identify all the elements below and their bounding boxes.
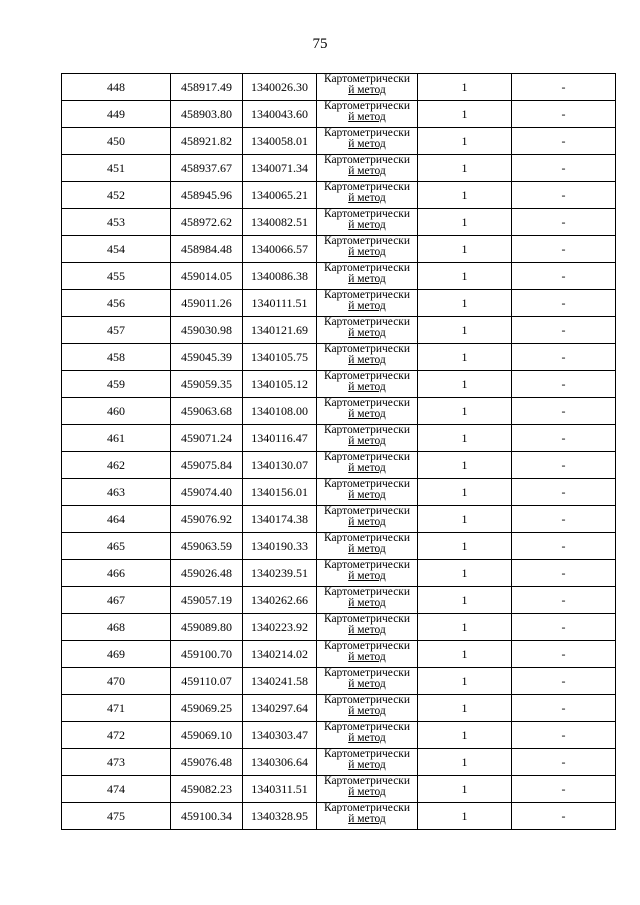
description-cell: - bbox=[512, 101, 616, 128]
table-row bbox=[62, 209, 616, 236]
table-row bbox=[62, 803, 616, 830]
table-row bbox=[62, 533, 616, 560]
description-cell: - bbox=[512, 128, 616, 155]
method-text-line1: Картометрически bbox=[323, 802, 411, 814]
description-cell: - bbox=[512, 263, 616, 290]
method-cell bbox=[317, 155, 418, 182]
table-row bbox=[62, 290, 616, 317]
method-cell bbox=[317, 236, 418, 263]
accuracy-cell: 1 bbox=[418, 101, 512, 128]
accuracy-cell: 1 bbox=[418, 695, 512, 722]
method-text-line1: Картометрически bbox=[323, 748, 411, 760]
method-text-line1: Картометрически bbox=[323, 424, 411, 436]
x-coordinate-cell: 459063.68 bbox=[171, 398, 243, 425]
point-number-cell: 457 bbox=[62, 317, 171, 344]
method-cell bbox=[317, 371, 418, 398]
table-row bbox=[62, 398, 616, 425]
y-coordinate-cell: 1340071.34 bbox=[243, 155, 317, 182]
method-text-line1: Картометрически bbox=[323, 289, 411, 301]
description-cell: - bbox=[512, 560, 616, 587]
description-cell: - bbox=[512, 344, 616, 371]
method-text-line2: й метод bbox=[348, 381, 386, 393]
table-row bbox=[62, 182, 616, 209]
table-row bbox=[62, 371, 616, 398]
x-coordinate-cell: 459014.05 bbox=[171, 263, 243, 290]
method-text-line2: й метод bbox=[348, 543, 386, 555]
x-coordinate-cell: 459074.40 bbox=[171, 479, 243, 506]
method-cell bbox=[317, 506, 418, 533]
method-text-line2: й метод bbox=[348, 570, 386, 582]
method-text-line2: й метод bbox=[348, 516, 386, 528]
method-text-line2: й метод bbox=[348, 138, 386, 150]
accuracy-cell: 1 bbox=[418, 722, 512, 749]
method-text-line2: й метод bbox=[348, 489, 386, 501]
method-cell bbox=[317, 74, 418, 101]
method-text-line2: й метод bbox=[348, 246, 386, 258]
method-cell bbox=[317, 695, 418, 722]
table-row bbox=[62, 560, 616, 587]
description-cell: - bbox=[512, 803, 616, 830]
method-text-line2: й метод bbox=[348, 624, 386, 636]
description-cell: - bbox=[512, 506, 616, 533]
method-cell bbox=[317, 668, 418, 695]
accuracy-cell: 1 bbox=[418, 290, 512, 317]
method-text-line1: Картометрически bbox=[323, 235, 411, 247]
method-text-line1: Картометрически bbox=[323, 505, 411, 517]
accuracy-cell: 1 bbox=[418, 209, 512, 236]
method-text-line2: й метод bbox=[348, 111, 386, 123]
method-cell bbox=[317, 425, 418, 452]
method-text-line2: й метод bbox=[348, 435, 386, 447]
point-number-cell: 459 bbox=[62, 371, 171, 398]
method-text-line1: Картометрически bbox=[323, 397, 411, 409]
method-text-line1: Картометрически bbox=[323, 586, 411, 598]
description-cell: - bbox=[512, 587, 616, 614]
accuracy-cell: 1 bbox=[418, 74, 512, 101]
accuracy-cell: 1 bbox=[418, 263, 512, 290]
point-number-cell: 450 bbox=[62, 128, 171, 155]
point-number-cell: 460 bbox=[62, 398, 171, 425]
point-number-cell: 470 bbox=[62, 668, 171, 695]
y-coordinate-cell: 1340086.38 bbox=[243, 263, 317, 290]
x-coordinate-cell: 459100.70 bbox=[171, 641, 243, 668]
x-coordinate-cell: 458903.80 bbox=[171, 101, 243, 128]
y-coordinate-cell: 1340239.51 bbox=[243, 560, 317, 587]
method-cell bbox=[317, 182, 418, 209]
point-number-cell: 465 bbox=[62, 533, 171, 560]
y-coordinate-cell: 1340190.33 bbox=[243, 533, 317, 560]
method-text-line1: Картометрически bbox=[323, 100, 411, 112]
method-text-line1: Картометрически bbox=[323, 127, 411, 139]
description-cell: - bbox=[512, 155, 616, 182]
method-text-line1: Картометрически bbox=[323, 451, 411, 463]
method-cell bbox=[317, 803, 418, 830]
coordinates-table-body bbox=[62, 74, 616, 830]
table-row bbox=[62, 101, 616, 128]
method-cell bbox=[317, 587, 418, 614]
method-text-line2: й метод bbox=[348, 408, 386, 420]
table-row bbox=[62, 722, 616, 749]
point-number-cell: 452 bbox=[62, 182, 171, 209]
method-cell bbox=[317, 776, 418, 803]
x-coordinate-cell: 458937.67 bbox=[171, 155, 243, 182]
y-coordinate-cell: 1340156.01 bbox=[243, 479, 317, 506]
method-cell bbox=[317, 560, 418, 587]
y-coordinate-cell: 1340328.95 bbox=[243, 803, 317, 830]
point-number-cell: 455 bbox=[62, 263, 171, 290]
table-row bbox=[62, 668, 616, 695]
table-row bbox=[62, 263, 616, 290]
accuracy-cell: 1 bbox=[418, 641, 512, 668]
point-number-cell: 474 bbox=[62, 776, 171, 803]
method-text-line2: й метод bbox=[348, 786, 386, 798]
accuracy-cell: 1 bbox=[418, 749, 512, 776]
method-text-line2: й метод bbox=[348, 651, 386, 663]
table-row bbox=[62, 479, 616, 506]
description-cell: - bbox=[512, 452, 616, 479]
y-coordinate-cell: 1340241.58 bbox=[243, 668, 317, 695]
x-coordinate-cell: 459076.48 bbox=[171, 749, 243, 776]
point-number-cell: 461 bbox=[62, 425, 171, 452]
method-cell bbox=[317, 344, 418, 371]
method-text-line2: й метод bbox=[348, 84, 386, 96]
point-number-cell: 462 bbox=[62, 452, 171, 479]
accuracy-cell: 1 bbox=[418, 614, 512, 641]
table-row bbox=[62, 587, 616, 614]
accuracy-cell: 1 bbox=[418, 425, 512, 452]
y-coordinate-cell: 1340121.69 bbox=[243, 317, 317, 344]
method-text-line1: Картометрически bbox=[323, 343, 411, 355]
table-row bbox=[62, 452, 616, 479]
x-coordinate-cell: 459026.48 bbox=[171, 560, 243, 587]
y-coordinate-cell: 1340066.57 bbox=[243, 236, 317, 263]
x-coordinate-cell: 459069.10 bbox=[171, 722, 243, 749]
y-coordinate-cell: 1340311.51 bbox=[243, 776, 317, 803]
y-coordinate-cell: 1340174.38 bbox=[243, 506, 317, 533]
method-text-line2: й метод bbox=[348, 759, 386, 771]
method-cell bbox=[317, 479, 418, 506]
point-number-cell: 467 bbox=[62, 587, 171, 614]
method-text-line2: й метод bbox=[348, 327, 386, 339]
accuracy-cell: 1 bbox=[418, 128, 512, 155]
x-coordinate-cell: 458984.48 bbox=[171, 236, 243, 263]
point-number-cell: 475 bbox=[62, 803, 171, 830]
accuracy-cell: 1 bbox=[418, 668, 512, 695]
description-cell: - bbox=[512, 776, 616, 803]
method-text-line2: й метод bbox=[348, 462, 386, 474]
table-row bbox=[62, 155, 616, 182]
y-coordinate-cell: 1340130.07 bbox=[243, 452, 317, 479]
x-coordinate-cell: 459082.23 bbox=[171, 776, 243, 803]
table-row bbox=[62, 506, 616, 533]
method-text-line1: Картометрически bbox=[323, 559, 411, 571]
method-cell bbox=[317, 614, 418, 641]
y-coordinate-cell: 1340105.12 bbox=[243, 371, 317, 398]
description-cell: - bbox=[512, 614, 616, 641]
accuracy-cell: 1 bbox=[418, 533, 512, 560]
method-text-line1: Картометрически bbox=[323, 667, 411, 679]
point-number-cell: 448 bbox=[62, 74, 171, 101]
table-row bbox=[62, 317, 616, 344]
x-coordinate-cell: 459110.07 bbox=[171, 668, 243, 695]
table-row bbox=[62, 74, 616, 101]
page-number: 75 bbox=[312, 36, 328, 52]
method-cell bbox=[317, 722, 418, 749]
point-number-cell: 468 bbox=[62, 614, 171, 641]
y-coordinate-cell: 1340026.30 bbox=[243, 74, 317, 101]
method-cell bbox=[317, 317, 418, 344]
method-text-line1: Картометрически bbox=[323, 775, 411, 787]
point-number-cell: 458 bbox=[62, 344, 171, 371]
x-coordinate-cell: 459075.84 bbox=[171, 452, 243, 479]
accuracy-cell: 1 bbox=[418, 479, 512, 506]
point-number-cell: 456 bbox=[62, 290, 171, 317]
accuracy-cell: 1 bbox=[418, 236, 512, 263]
method-text-line2: й метод bbox=[348, 705, 386, 717]
x-coordinate-cell: 458972.62 bbox=[171, 209, 243, 236]
x-coordinate-cell: 459089.80 bbox=[171, 614, 243, 641]
description-cell: - bbox=[512, 290, 616, 317]
description-cell: - bbox=[512, 371, 616, 398]
x-coordinate-cell: 459076.92 bbox=[171, 506, 243, 533]
x-coordinate-cell: 458945.96 bbox=[171, 182, 243, 209]
method-text-line2: й метод bbox=[348, 300, 386, 312]
y-coordinate-cell: 1340214.02 bbox=[243, 641, 317, 668]
point-number-cell: 472 bbox=[62, 722, 171, 749]
accuracy-cell: 1 bbox=[418, 560, 512, 587]
table-row bbox=[62, 236, 616, 263]
y-coordinate-cell: 1340108.00 bbox=[243, 398, 317, 425]
method-cell bbox=[317, 749, 418, 776]
point-number-cell: 451 bbox=[62, 155, 171, 182]
description-cell: - bbox=[512, 668, 616, 695]
description-cell: - bbox=[512, 74, 616, 101]
method-cell bbox=[317, 290, 418, 317]
accuracy-cell: 1 bbox=[418, 506, 512, 533]
y-coordinate-cell: 1340043.60 bbox=[243, 101, 317, 128]
method-text-line2: й метод bbox=[348, 192, 386, 204]
table-row bbox=[62, 614, 616, 641]
method-text-line2: й метод bbox=[348, 219, 386, 231]
method-text-line2: й метод bbox=[348, 813, 386, 825]
description-cell: - bbox=[512, 479, 616, 506]
x-coordinate-cell: 459100.34 bbox=[171, 803, 243, 830]
method-text-line2: й метод bbox=[348, 354, 386, 366]
description-cell: - bbox=[512, 317, 616, 344]
method-text-line1: Картометрически bbox=[323, 181, 411, 193]
accuracy-cell: 1 bbox=[418, 317, 512, 344]
method-cell bbox=[317, 209, 418, 236]
description-cell: - bbox=[512, 425, 616, 452]
method-text-line2: й метод bbox=[348, 165, 386, 177]
description-cell: - bbox=[512, 533, 616, 560]
accuracy-cell: 1 bbox=[418, 803, 512, 830]
description-cell: - bbox=[512, 398, 616, 425]
point-number-cell: 464 bbox=[62, 506, 171, 533]
table-row bbox=[62, 641, 616, 668]
accuracy-cell: 1 bbox=[418, 398, 512, 425]
accuracy-cell: 1 bbox=[418, 182, 512, 209]
x-coordinate-cell: 459045.39 bbox=[171, 344, 243, 371]
y-coordinate-cell: 1340065.21 bbox=[243, 182, 317, 209]
point-number-cell: 471 bbox=[62, 695, 171, 722]
method-text-line2: й метод bbox=[348, 273, 386, 285]
x-coordinate-cell: 458917.49 bbox=[171, 74, 243, 101]
table-row bbox=[62, 749, 616, 776]
y-coordinate-cell: 1340303.47 bbox=[243, 722, 317, 749]
table-row bbox=[62, 128, 616, 155]
point-number-cell: 473 bbox=[62, 749, 171, 776]
y-coordinate-cell: 1340223.92 bbox=[243, 614, 317, 641]
x-coordinate-cell: 458921.82 bbox=[171, 128, 243, 155]
accuracy-cell: 1 bbox=[418, 452, 512, 479]
description-cell: - bbox=[512, 722, 616, 749]
method-text-line1: Картометрически bbox=[323, 154, 411, 166]
method-text-line1: Картометрически bbox=[323, 694, 411, 706]
method-text-line1: Картометрически bbox=[323, 262, 411, 274]
y-coordinate-cell: 1340058.01 bbox=[243, 128, 317, 155]
method-cell bbox=[317, 398, 418, 425]
y-coordinate-cell: 1340297.64 bbox=[243, 695, 317, 722]
description-cell: - bbox=[512, 695, 616, 722]
point-number-cell: 469 bbox=[62, 641, 171, 668]
accuracy-cell: 1 bbox=[418, 587, 512, 614]
point-number-cell: 454 bbox=[62, 236, 171, 263]
point-number-cell: 453 bbox=[62, 209, 171, 236]
method-text-line2: й метод bbox=[348, 597, 386, 609]
table-row bbox=[62, 344, 616, 371]
description-cell: - bbox=[512, 236, 616, 263]
method-text-line1: Картометрически bbox=[323, 73, 411, 85]
accuracy-cell: 1 bbox=[418, 371, 512, 398]
method-text-line2: й метод bbox=[348, 678, 386, 690]
y-coordinate-cell: 1340306.64 bbox=[243, 749, 317, 776]
point-number-cell: 466 bbox=[62, 560, 171, 587]
point-number-cell: 449 bbox=[62, 101, 171, 128]
x-coordinate-cell: 459069.25 bbox=[171, 695, 243, 722]
description-cell: - bbox=[512, 641, 616, 668]
y-coordinate-cell: 1340105.75 bbox=[243, 344, 317, 371]
method-text-line1: Картометрически bbox=[323, 613, 411, 625]
method-text-line1: Картометрически bbox=[323, 478, 411, 490]
method-text-line2: й метод bbox=[348, 732, 386, 744]
point-number-cell: 463 bbox=[62, 479, 171, 506]
table-row bbox=[62, 695, 616, 722]
method-cell bbox=[317, 128, 418, 155]
x-coordinate-cell: 459063.59 bbox=[171, 533, 243, 560]
accuracy-cell: 1 bbox=[418, 776, 512, 803]
method-text-line1: Картометрически bbox=[323, 316, 411, 328]
x-coordinate-cell: 459030.98 bbox=[171, 317, 243, 344]
description-cell: - bbox=[512, 182, 616, 209]
y-coordinate-cell: 1340116.47 bbox=[243, 425, 317, 452]
method-text-line1: Картометрически bbox=[323, 370, 411, 382]
method-cell bbox=[317, 533, 418, 560]
table-row bbox=[62, 425, 616, 452]
method-text-line1: Картометрически bbox=[323, 640, 411, 652]
method-text-line1: Картометрически bbox=[323, 532, 411, 544]
method-cell bbox=[317, 452, 418, 479]
y-coordinate-cell: 1340262.66 bbox=[243, 587, 317, 614]
accuracy-cell: 1 bbox=[418, 344, 512, 371]
description-cell: - bbox=[512, 749, 616, 776]
method-cell bbox=[317, 641, 418, 668]
x-coordinate-cell: 459011.26 bbox=[171, 290, 243, 317]
method-cell bbox=[317, 263, 418, 290]
table-row bbox=[62, 776, 616, 803]
x-coordinate-cell: 459071.24 bbox=[171, 425, 243, 452]
method-text-line1: Картометрически bbox=[323, 208, 411, 220]
y-coordinate-cell: 1340111.51 bbox=[243, 290, 317, 317]
x-coordinate-cell: 459059.35 bbox=[171, 371, 243, 398]
coordinates-table bbox=[61, 73, 616, 830]
method-cell bbox=[317, 101, 418, 128]
accuracy-cell: 1 bbox=[418, 155, 512, 182]
x-coordinate-cell: 459057.19 bbox=[171, 587, 243, 614]
method-text-line1: Картометрически bbox=[323, 721, 411, 733]
y-coordinate-cell: 1340082.51 bbox=[243, 209, 317, 236]
description-cell: - bbox=[512, 209, 616, 236]
